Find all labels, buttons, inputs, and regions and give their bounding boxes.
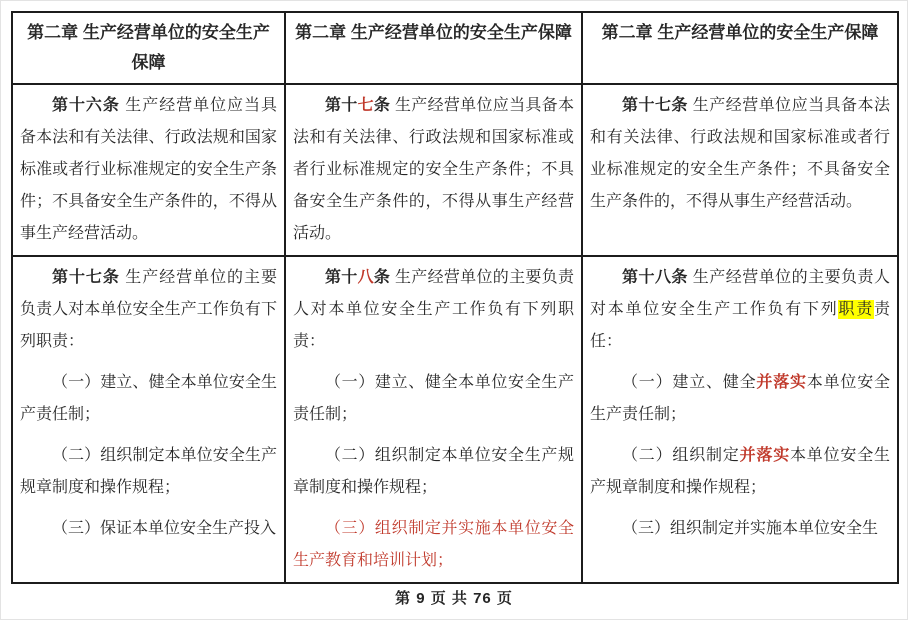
text-run: 本单位安全生产责任制； <box>590 374 890 423</box>
text-run: 第十七条 <box>622 97 688 114</box>
cell-article17-mid <box>285 84 582 256</box>
revision-text: 并落实 <box>756 374 807 391</box>
paragraph <box>20 440 277 504</box>
paragraph <box>590 367 890 431</box>
paragraph <box>590 262 890 358</box>
text-run: 条 <box>373 97 391 114</box>
text-run: 第十八条 <box>622 269 688 286</box>
cell-article18-duties-new <box>582 256 898 583</box>
text-run: 第十 <box>325 269 358 286</box>
text-run: （一）建立、健全 <box>622 374 757 391</box>
text-run: （二）组织制定 <box>622 447 740 464</box>
text-run: 生产经营单位的主要负责人对本单位安全生产工作负有下列职责： <box>20 269 277 350</box>
paragraph <box>293 90 574 250</box>
highlighted-text: 职责 <box>838 301 874 318</box>
text-run: （一）建立、健全本单位安全生产责任制； <box>293 374 574 423</box>
revision-text: 八 <box>357 269 374 286</box>
revision-text: 七 <box>357 97 374 114</box>
text-run: 第十七条 <box>52 269 120 286</box>
article-duties-row <box>12 256 898 583</box>
page-number: 第 9 页 共 76 页 <box>395 590 513 607</box>
text-run: 责任： <box>590 301 890 350</box>
text-run: 第十六条 <box>52 97 120 114</box>
paragraph <box>20 367 277 431</box>
paragraph <box>590 90 890 218</box>
paragraph <box>20 90 277 250</box>
text-run: （一）建立、健全本单位安全生产责任制； <box>20 374 277 423</box>
text-run: 第十 <box>325 97 358 114</box>
cell-article17-new <box>582 84 898 256</box>
paragraph <box>590 513 890 545</box>
text-run: （二）组织制定本单位安全生产规章制度和操作规程； <box>293 447 574 496</box>
paragraph <box>293 367 574 431</box>
cell-article18-duties-mid <box>285 256 582 583</box>
chapter-header-col1: 第二章 生产经营单位的安全生产保障 <box>12 12 285 84</box>
paragraph <box>293 262 574 358</box>
paragraph <box>20 513 277 545</box>
text-run: （三）保证本单位安全生产投入 <box>52 520 277 537</box>
revision-text: （三）组织制定并实施本单位安全生产教育和培训计划； <box>293 520 574 569</box>
paragraph <box>590 440 890 504</box>
text-run: （二）组织制定本单位安全生产规章制度和操作规程； <box>20 447 277 496</box>
cell-article16-old <box>12 84 285 256</box>
text-run: （三）组织制定并实施本单位安全生 <box>622 520 879 537</box>
chapter-header-col3: 第二章 生产经营单位的安全生产保障 <box>582 12 898 84</box>
article-conditions-row <box>12 84 898 256</box>
text-run: 生产经营单位的主要负责人对本单位安全生产工作负有下列职责： <box>293 269 574 350</box>
text-run: 生产经营单位应当具备本法和有关法律、行政法规和国家标准或者行业标准规定的安全生产条件；不具备安全生产条件的，不得从事生产经营活动。 <box>20 97 277 242</box>
text-run: 生产经营单位的主要负责人对本单位安全生产工作负有下列 <box>590 269 890 318</box>
chapter-header-col2: 第二章 生产经营单位的安全生产保障 <box>285 12 582 84</box>
paragraph <box>20 262 277 358</box>
text-run: 本单位安全生产规章制度和操作规程； <box>590 447 890 496</box>
text-run: 条 <box>373 269 391 286</box>
revision-text: 并落实 <box>739 447 790 464</box>
paragraph <box>293 513 574 577</box>
text-run: 生产经营单位应当具备本法和有关法律、行政法规和国家标准或者行业标准规定的安全生产条件；不具备安全生产条件的，不得从事生产经营活动。 <box>293 97 574 242</box>
law-comparison-table <box>11 11 899 584</box>
cell-article17-duties-old <box>12 256 285 583</box>
chapter-header-row <box>12 12 898 84</box>
text-run: 生产经营单位应当具备本法和有关法律、行政法规和国家标准或者行业标准规定的安全生产条件；不具备安全生产条件的，不得从事生产经营活动。 <box>590 97 890 210</box>
paragraph <box>293 440 574 504</box>
